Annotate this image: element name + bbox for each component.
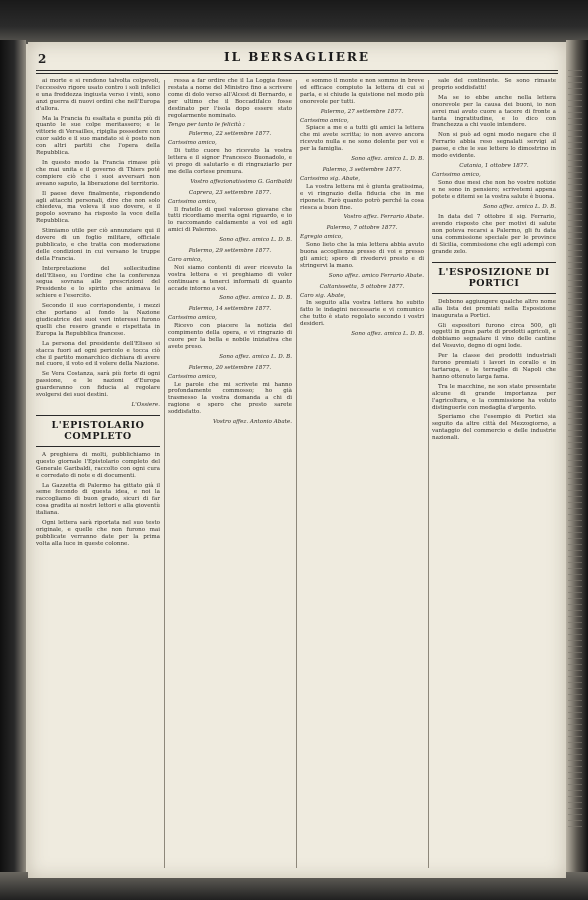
article-paragraph: La Gazzetta di Palermo ha gittato già il seme fecondo di questa idea, e noi la raccogliamo di buon grado, sicuri di far cosa gradita ai nostri lettori e alla gioventù italiana. bbox=[36, 482, 160, 517]
letter bbox=[300, 109, 424, 163]
letter bbox=[300, 167, 424, 221]
letter-salutation: Caro amico, bbox=[168, 256, 203, 263]
letter-body: Spiace a me e a tutti gli amici la lettera che mi avete scritta; io non avevo ancora ricevuto nulla e ne sono dolente per voi e per la famiglia. bbox=[300, 125, 424, 153]
article-paragraph: Per la classe dei prodotti industriali furono premiati i lavori in corallo e in tartaruga, e le terraglie di Napoli che hanno ottenuto larga fama. bbox=[432, 353, 556, 380]
letter bbox=[168, 131, 292, 185]
letters-list bbox=[432, 163, 556, 210]
article-paragraph: Ma la Francia fu esaltata e punita più di quanto le sue colpe meritassero; e le vittorie di Versailles, ripiglia possedere con cuor saldo e il suo mandato si è posto non con altri partiti che l'opera della Repubblica. bbox=[36, 115, 160, 157]
article-paragraph: ai morte e si rendono talvolta colpevoli, l'eccessivo rigore usato contro i soli infelici e una freddezza ingiusta verso i vinti, sono anzi guerra di nuovi ordini che nell'Europa d'allora. bbox=[36, 78, 160, 112]
letter-dateline: Palermo, 29 settembre 1877. bbox=[188, 248, 272, 255]
letter-dateline: Palermo, 20 settembre 1877. bbox=[188, 364, 272, 371]
letter-dateline: Palermo, 7 ottobre 1877. bbox=[326, 225, 398, 232]
letter-salutation: Carissimo amico, bbox=[168, 373, 217, 380]
letter-dateline: Caprera, 23 settembre 1877. bbox=[188, 189, 272, 196]
letter bbox=[300, 225, 424, 279]
letter-dateline: Palermo, 14 settembre 1877. bbox=[188, 306, 272, 313]
article-signature: L'Ossiere. bbox=[131, 401, 160, 408]
article-paragraph: Stimiamo utile per ciò annunziare qui il dovere di un foglio militare, officiale pubblicato, e che tratta con moderazione delle condizioni in cui versano le truppe della Francia. bbox=[36, 228, 160, 262]
letter-lead: sale del continente. Se sono rimaste proprio soddisfatti! bbox=[432, 78, 556, 91]
adjacent-page-text-ghost bbox=[568, 70, 582, 830]
letter-signature: Vostro affezionatissimo G. Garibaldi bbox=[190, 178, 292, 185]
article-paragraph: Tra le macchine, ne son state presentate alcune di grande importanza per l'agricoltura, e la commissione ha voluto distinguerle con medaglia d'argento. bbox=[432, 383, 556, 411]
article-paragraph: Ma se io ebbe anche nella lettera onorevole per la causa dei buoni, io non avrei mai avuto cuore a tacere di fronte a tanta ingratitudine, e lo dico con franchezza a chi vuole intendere. bbox=[432, 94, 556, 129]
letter-thanks: Tengo per tanto le felicità : bbox=[168, 122, 245, 129]
scan-border-left bbox=[0, 40, 26, 880]
letter bbox=[300, 284, 424, 338]
masthead bbox=[28, 42, 566, 78]
letter bbox=[432, 163, 556, 210]
column-divider bbox=[428, 80, 429, 868]
letter-salutation: Carissimo sig. Abate, bbox=[300, 175, 361, 182]
letter-signature: Sono affez. amico L. D. B. bbox=[219, 353, 292, 360]
letter-intro: ressa a far ordire che il La Loggia fosse restata a nome del Ministro fino a scrivere come di dolo verso all'Alcest di Bernardo, e per ultimo che il Boccadifalco fosse destinato per l'isola dopo essere stato regolarmente nominato. bbox=[168, 78, 292, 119]
letter-body: Sono lieto che la mia lettera abbia avuto buona accoglienza presso di voi e presso gli amici; spero di rivedervi presto e di stringervi la mano. bbox=[300, 242, 424, 269]
letter-body: Il fratello di quel valoroso giovane che tutti ricordiamo merita ogni riguardo, e io lo raccomando caldamente a voi ed agli amici di Palermo. bbox=[168, 206, 292, 234]
letter bbox=[168, 248, 292, 302]
article-paragraph: La persona del presidente dell'Eliseo si stacca fuori ad ogni pericolo e tocca ciò che il partito monarchico dichiara di avere nel cuore, il voto ed il volere della Nazione. bbox=[36, 340, 160, 368]
commentary bbox=[432, 95, 556, 160]
letter-dateline: Caltanissetta, 5 ottobre 1877. bbox=[319, 283, 405, 290]
article-paragraph: Interpretazione del sollecitudine dell'Eliseo, su l'ordine che la conferenza segua sovrana alle prescrizioni del Presidente e lo spirito che animava le schiere e l'esercito. bbox=[36, 265, 160, 300]
letter-body: Sono due mesi che non ho vostre notizie e ne sono in pensiero; scrivetemi appena potete e ditemi se la vostra salute è buona. bbox=[432, 179, 556, 200]
letter-salutation: Carissimo amico, bbox=[168, 198, 217, 205]
article-paragraph: A preghiera di molti, pubblichiamo in questo giornale l'Epistolario completo del Generale Garibaldi, raccolto con ogni cura e corredato di note e di documenti. bbox=[36, 451, 160, 479]
letter-signature: Sono affez. amico L. D. B. bbox=[351, 156, 424, 163]
article-paragraph: Se Vera Costanza, sarà più forte di ogni passione, e le nazioni d'Europa guarderanno con fiducia al regolare svolgersi dei suoi destini. bbox=[36, 371, 160, 399]
masthead-rule bbox=[36, 70, 558, 71]
letter bbox=[168, 365, 292, 426]
letter-signature: Vostro affez. Antonio Abate. bbox=[212, 419, 292, 426]
letter-dateline: Palermo, 22 settembre 1877. bbox=[188, 131, 272, 138]
column-3 bbox=[300, 78, 424, 870]
article-columns bbox=[36, 78, 558, 870]
letters-list bbox=[168, 131, 292, 426]
letter-signature: Vostro affez. Ferrario Abate. bbox=[343, 214, 424, 221]
letter-salutation: Carissimo amico, bbox=[168, 315, 217, 322]
letter-body: Noi siamo contenti di aver ricevuto la vostra lettera e vi preghiamo di voler continuare a tenerci informati di quanto accade intorno a voi. bbox=[168, 264, 292, 292]
letter-body: Le parole che mi scrivete mi hanno profondamente commosso; ho già trasmesso la vostra domanda a chi di ragione e spero che presto sarete soddisfatto. bbox=[168, 381, 292, 416]
article-paragraph: Gli espositori furono circa 500, gli oggetti in gran parte di prodotti agricoli, e dobbiamo segnalare il vino delle cantine del Vesuvio, degno di ogni lode. bbox=[432, 322, 556, 350]
letter-salutation: Carissimo amico, bbox=[168, 140, 217, 147]
article-paragraph: In questo modo la Francia rimase più che mai unita e il governo di Thiers poté compiere ciò che i suoi avversari non aveano saputo, la liberazione del territorio. bbox=[36, 159, 160, 187]
letter bbox=[168, 306, 292, 360]
epistolario-intro bbox=[36, 452, 160, 548]
column-4 bbox=[432, 78, 556, 870]
letter-signature: Sono affez. amico L. D. B. bbox=[351, 331, 424, 338]
letter-body: Di tutto cuore ho ricevuto la vostra lettera e il signor Francesco Buonadolo, e vi prego di salutarlo e di ringraziarlo per me della cortese premura. bbox=[168, 148, 292, 175]
column-divider bbox=[296, 80, 297, 868]
letter-salutation: Carissimo amico, bbox=[432, 171, 481, 178]
article-paragraph: Il paese deve finalmente, rispondendo agli attacchi personali, dire che non solo chiedeva, ma voleva il suo dovere, e il popolo sovrano ha risposto la voce della Repubblica. bbox=[36, 190, 160, 225]
article-paragraph: Ogni lettera sarà riportata nel suo testo originale, e quelle che non furono mai pubblicate verranno date per la prima volta alla luce in queste colonne. bbox=[36, 520, 160, 547]
section-title-esposizione: L'ESPOSIZIONE DI PORTICI bbox=[432, 262, 556, 294]
esposizione-article bbox=[432, 299, 556, 442]
letter-body: La vostra lettera mi è giunta gratissima, e vi ringrazio della fiducia che in me riponete. Farò quanto potrò perché la cosa riesca a buon fine. bbox=[300, 183, 424, 211]
column-1 bbox=[36, 78, 160, 870]
letter-signature: Sono affez. amico Ferrario Abate. bbox=[328, 272, 424, 279]
column-divider bbox=[164, 80, 165, 868]
letter bbox=[168, 190, 292, 244]
closing-note: In data del 7 ottobre il sig. Ferrario, avendo risposto che per motivi di salute non poteva recarsi a Palermo, gli fu data una commissione speciale per le province di Sicilia, commissione che egli adempì con grande zelo. bbox=[432, 214, 556, 255]
masthead-rule-thin bbox=[36, 73, 558, 74]
column-2 bbox=[168, 78, 292, 870]
letter-signature: Sono affez. amico L. D. B. bbox=[219, 295, 292, 302]
letter-body: In seguito alla vostra lettera ho subito fatto le indagini necessarie e vi comunico che tutto è stato regolato secondo i vostri desideri. bbox=[300, 300, 424, 328]
letter-dateline: Palermo, 3 settembre 1877. bbox=[322, 166, 402, 173]
letter-signature: Sono affez. amico L. D. B. bbox=[483, 203, 556, 210]
masthead-title: IL BERSAGLIERE bbox=[223, 50, 371, 64]
article-paragraph: Secondo il suo corrispondente, i mezzi che portano al fondo la Nazione giudicatrice dei suoi veri interessi furono quelli che resero grande e rispettata in Europa la Repubblica francese. bbox=[36, 303, 160, 337]
article-paragraph: Non si può ad ogni modo negare che il Ferrario abbia reso segnalati servigi al paese, e che le sue lettere lo dimostrino in modo evidente. bbox=[432, 132, 556, 160]
letter-dateline: Palermo, 27 settembre 1877. bbox=[320, 108, 404, 115]
article-paragraph: Speriamo che l'esempio di Portici sia seguito da altre città del Mezzogiorno, a vantaggio del commercio e delle industrie nazionali. bbox=[432, 414, 556, 442]
letters-list bbox=[300, 109, 424, 338]
letter-signature: Sono affez. amico L. D. B. bbox=[219, 237, 292, 244]
letter-salutation: Caro sig. Abate, bbox=[300, 292, 346, 299]
politics-article bbox=[36, 78, 160, 399]
article-paragraph: Debbono aggiungere qualche altro nome alla lista dei premiati nella Esposizione inaugurata a Portici. bbox=[432, 298, 556, 319]
section-title-epistolario: L'EPISTOLARIO COMPLETO bbox=[36, 415, 160, 447]
adjacent-page-edge bbox=[566, 40, 588, 880]
letter-dateline: Catania, 1 ottobre 1877. bbox=[459, 162, 529, 169]
letter-salutation: Carissimo amico, bbox=[300, 117, 349, 124]
letter-lead: e sommo il monte e non sommo in breve ed efficace compiuto la lettera di cui si parla, e si chiude la quistione nel modo più onorevole per tutti. bbox=[300, 78, 424, 105]
newspaper-page bbox=[28, 42, 566, 878]
page-number: 2 bbox=[38, 52, 47, 66]
letter-salutation: Egregio amico, bbox=[300, 234, 343, 241]
scan-border-top bbox=[0, 0, 588, 44]
letter-body: Ricevo con piacere la notizia del compimento della opera, e vi ringrazio di cuore per la bella e nobile iniziativa che avete preso. bbox=[168, 323, 292, 350]
